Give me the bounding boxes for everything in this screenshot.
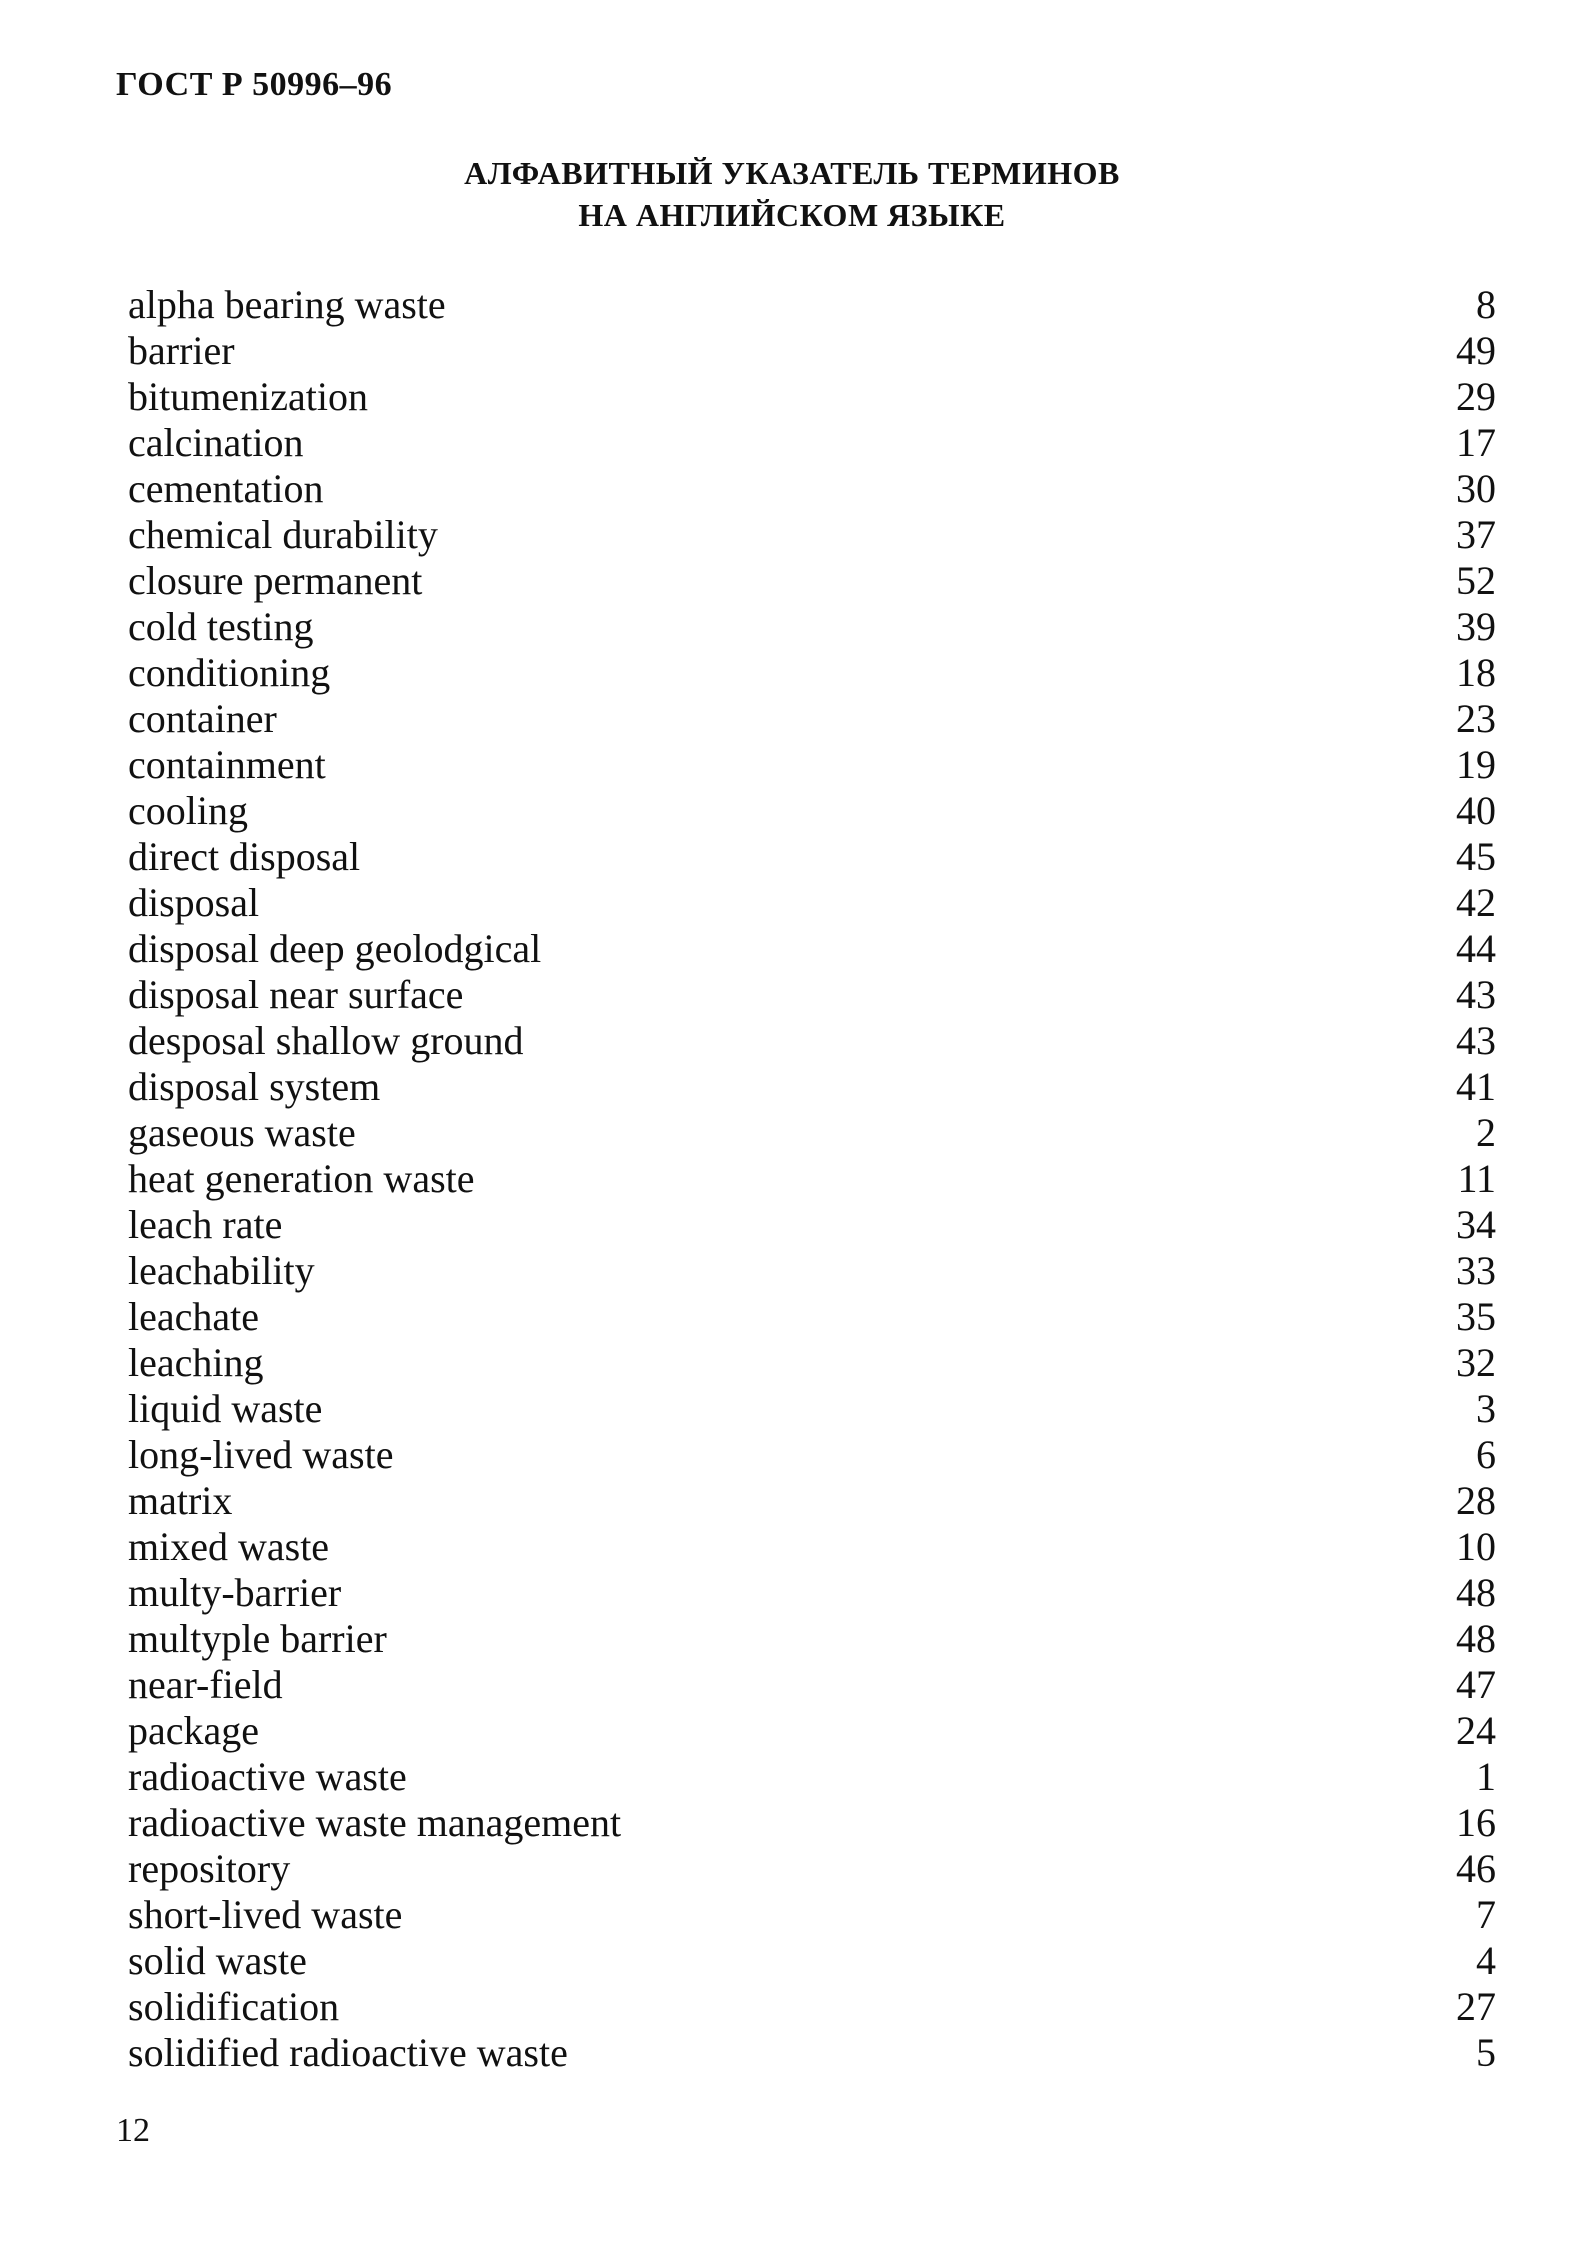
term-text: short-lived waste (128, 1892, 403, 1937)
term-text: desposal shallow ground (128, 1018, 524, 1063)
term-row (128, 1846, 1496, 1892)
term-index-list (128, 282, 1496, 2076)
term-text: near-field (128, 1662, 283, 1707)
section-title-line-2: НА АНГЛИЙСКОМ ЯЗЫКЕ (578, 197, 1006, 233)
term-row (128, 1754, 1496, 1800)
term-text: leaching (128, 1340, 264, 1385)
term-row (128, 1524, 1496, 1570)
term-number: 7 (1476, 1892, 1496, 1937)
term-row (128, 1202, 1496, 1248)
term-text: gaseous waste (128, 1110, 356, 1155)
term-text: radioactive waste (128, 1754, 407, 1799)
term-number: 23 (1456, 696, 1496, 741)
term-number: 18 (1456, 650, 1496, 695)
term-number: 48 (1456, 1616, 1496, 1661)
term-text: containment (128, 742, 326, 787)
term-text: repository (128, 1846, 291, 1891)
term-text: cooling (128, 788, 248, 833)
term-text: barrier (128, 328, 235, 373)
term-text: calcination (128, 420, 304, 465)
term-number: 1 (1476, 1754, 1496, 1799)
term-row (128, 1570, 1496, 1616)
term-number: 19 (1456, 742, 1496, 787)
term-number: 35 (1456, 1294, 1496, 1339)
term-row (128, 2030, 1496, 2076)
term-text: disposal system (128, 1064, 381, 1109)
term-text: solidified radioactive waste (128, 2030, 568, 2075)
term-text: leach rate (128, 1202, 283, 1247)
term-number: 41 (1456, 1064, 1496, 1109)
term-text: disposal (128, 880, 260, 925)
term-row (128, 1432, 1496, 1478)
term-text: leachability (128, 1248, 315, 1293)
term-text: bitumenization (128, 374, 368, 419)
term-text: container (128, 696, 277, 741)
term-row (128, 834, 1496, 880)
term-number: 11 (1457, 1156, 1496, 1201)
term-number: 32 (1456, 1340, 1496, 1385)
term-row (128, 1294, 1496, 1340)
term-text: direct disposal (128, 834, 361, 879)
term-number: 43 (1456, 1018, 1496, 1063)
term-number: 3 (1476, 1386, 1496, 1431)
term-number: 4 (1476, 1938, 1496, 1983)
term-number: 42 (1456, 880, 1496, 925)
section-title (0, 152, 1584, 236)
term-number: 44 (1456, 926, 1496, 971)
term-row (128, 1386, 1496, 1432)
term-text: disposal near surface (128, 972, 464, 1017)
term-text: multy-barrier (128, 1570, 342, 1615)
term-row (128, 1156, 1496, 1202)
term-number: 28 (1456, 1478, 1496, 1523)
term-number: 52 (1456, 558, 1496, 603)
term-number: 47 (1456, 1662, 1496, 1707)
term-row (128, 1110, 1496, 1156)
section-title-line-1: АЛФАВИТНЫЙ УКАЗАТЕЛЬ ТЕРМИНОВ (464, 155, 1120, 191)
term-row (128, 742, 1496, 788)
term-number: 49 (1456, 328, 1496, 373)
term-row (128, 880, 1496, 926)
term-text: closure permanent (128, 558, 423, 603)
page-number: 12 (116, 2112, 150, 2149)
term-number: 48 (1456, 1570, 1496, 1615)
term-row (128, 1938, 1496, 1984)
term-row (128, 420, 1496, 466)
term-row (128, 1478, 1496, 1524)
term-number: 2 (1476, 1110, 1496, 1155)
term-number: 10 (1456, 1524, 1496, 1569)
term-row (128, 788, 1496, 834)
term-row (128, 696, 1496, 742)
term-text: disposal deep geolodgical (128, 926, 542, 971)
term-number: 43 (1456, 972, 1496, 1017)
term-text: matrix (128, 1478, 233, 1523)
term-number: 34 (1456, 1202, 1496, 1247)
term-text: solid waste (128, 1938, 307, 1983)
term-number: 24 (1456, 1708, 1496, 1753)
term-row (128, 1340, 1496, 1386)
term-row (128, 282, 1496, 328)
term-number: 30 (1456, 466, 1496, 511)
term-row (128, 1892, 1496, 1938)
term-row (128, 374, 1496, 420)
term-text: leachate (128, 1294, 259, 1339)
term-text: long-lived waste (128, 1432, 394, 1477)
term-row (128, 1708, 1496, 1754)
term-number: 27 (1456, 1984, 1496, 2029)
term-row (128, 1800, 1496, 1846)
term-number: 33 (1456, 1248, 1496, 1293)
term-text: solidification (128, 1984, 340, 2029)
term-text: radioactive waste management (128, 1800, 622, 1845)
term-number: 8 (1476, 282, 1496, 327)
term-row (128, 558, 1496, 604)
term-text: multyple barrier (128, 1616, 387, 1661)
term-number: 5 (1476, 2030, 1496, 2075)
term-number: 45 (1456, 834, 1496, 879)
term-row (128, 466, 1496, 512)
term-row (128, 1018, 1496, 1064)
term-number: 29 (1456, 374, 1496, 419)
term-number: 37 (1456, 512, 1496, 557)
term-text: chemical durability (128, 512, 438, 557)
term-text: heat generation waste (128, 1156, 475, 1201)
term-number: 46 (1456, 1846, 1496, 1891)
document-code: ГОСТ Р 50996–96 (116, 66, 393, 103)
term-number: 6 (1476, 1432, 1496, 1477)
term-row (128, 328, 1496, 374)
term-text: conditioning (128, 650, 331, 695)
term-row (128, 512, 1496, 558)
term-number: 39 (1456, 604, 1496, 649)
term-row (128, 650, 1496, 696)
term-number: 17 (1456, 420, 1496, 465)
term-text: mixed waste (128, 1524, 330, 1569)
term-row (128, 972, 1496, 1018)
term-number: 16 (1456, 1800, 1496, 1845)
term-row (128, 604, 1496, 650)
term-text: cold testing (128, 604, 314, 649)
term-row (128, 1616, 1496, 1662)
term-row (128, 1984, 1496, 2030)
term-text: alpha bearing waste (128, 282, 446, 327)
term-text: package (128, 1708, 260, 1753)
term-number: 40 (1456, 788, 1496, 833)
term-row (128, 926, 1496, 972)
term-row (128, 1662, 1496, 1708)
term-row (128, 1064, 1496, 1110)
term-row (128, 1248, 1496, 1294)
term-text: cementation (128, 466, 324, 511)
term-text: liquid waste (128, 1386, 323, 1431)
